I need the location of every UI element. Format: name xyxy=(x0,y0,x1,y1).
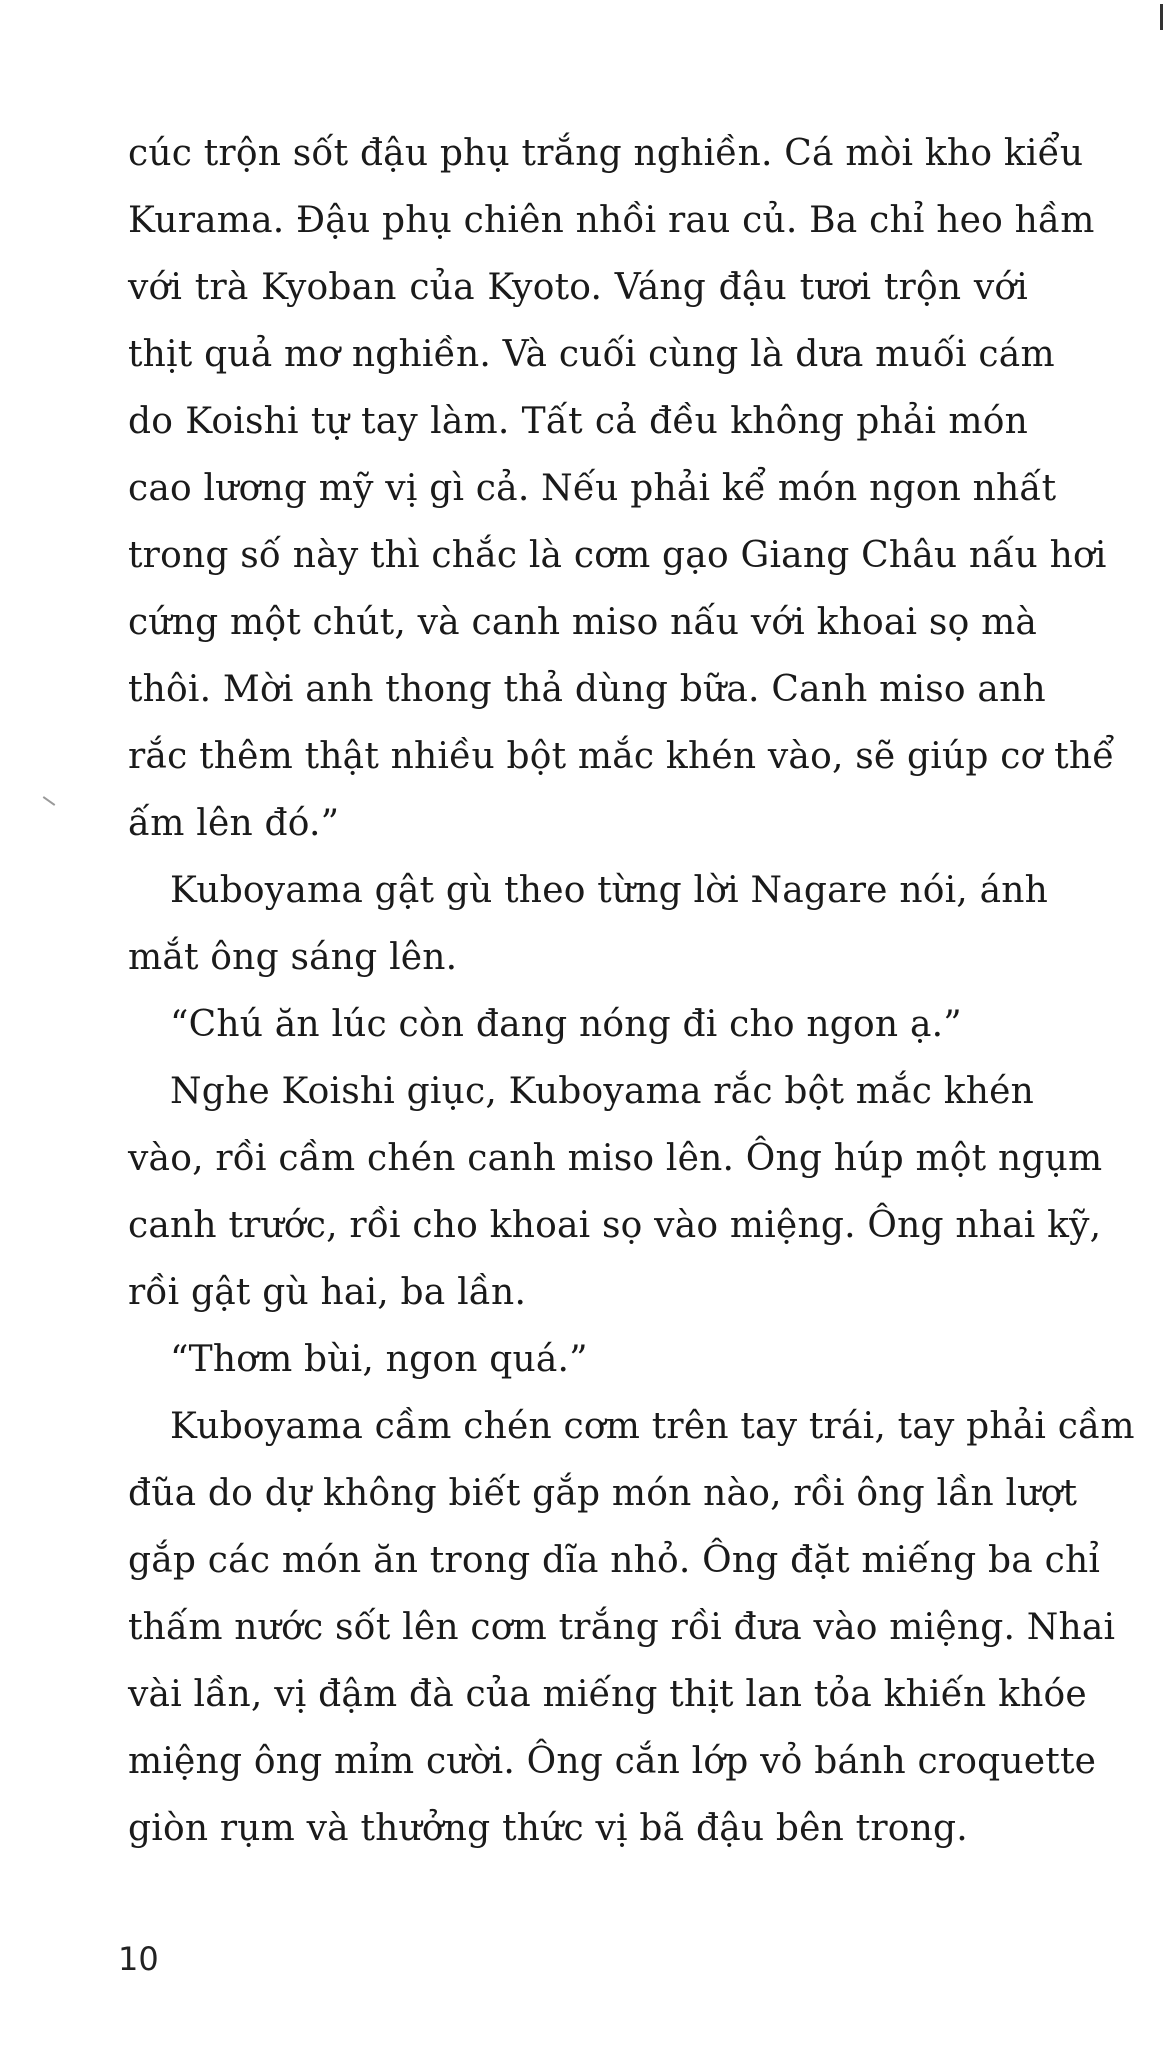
text-line: với trà Kyoban của Kyoto. Váng đậu tươi trộn với xyxy=(128,267,1028,308)
text-line: cao lương mỹ vị gì cả. Nếu phải kể món ngon nhất xyxy=(128,468,1057,509)
text-line: thịt quả mơ nghiền. Và cuối cùng là dưa muối cám xyxy=(128,334,1055,375)
paragraph-start-line: Nghe Koishi giục, Kuboyama rắc bột mắc khén xyxy=(170,1071,1035,1112)
text-line: giòn rụm và thưởng thức vị bã đậu bên trong. xyxy=(128,1808,968,1849)
text-line: đũa do dự không biết gắp món nào, rồi ông lần lượt xyxy=(128,1473,1078,1514)
dialogue-line: “Thơm bùi, ngon quá.” xyxy=(170,1339,588,1380)
text-line: mắt ông sáng lên. xyxy=(128,937,458,978)
text-line: do Koishi tự tay làm. Tất cả đều không phải món xyxy=(128,401,1028,442)
text-line: trong số này thì chắc là cơm gạo Giang Châu nấu hơi xyxy=(128,535,1107,576)
text-line: gắp các món ăn trong dĩa nhỏ. Ông đặt miếng ba chỉ xyxy=(128,1540,1101,1581)
text-line: thấm nước sốt lên cơm trắng rồi đưa vào miệng. Nhai xyxy=(128,1607,1116,1648)
text-line: cúc trộn sốt đậu phụ trắng nghiền. Cá mòi kho kiểu xyxy=(128,133,1084,174)
text-line: cứng một chút, và canh miso nấu với khoai sọ mà xyxy=(128,602,1038,643)
scan-mark xyxy=(43,796,56,806)
text-line: rắc thêm thật nhiều bột mắc khén vào, sẽ giúp cơ thể xyxy=(128,736,1115,777)
text-line: Kurama. Đậu phụ chiên nhồi rau củ. Ba chỉ heo hầm xyxy=(128,200,1095,241)
text-line: vào, rồi cầm chén canh miso lên. Ông húp một ngụm xyxy=(128,1138,1103,1179)
paragraph-start-line: Kuboyama cầm chén cơm trên tay trái, tay phải cầm xyxy=(170,1406,1135,1447)
text-line: miệng ông mỉm cười. Ông cắn lớp vỏ bánh croquette xyxy=(128,1741,1097,1782)
text-line: rồi gật gù hai, ba lần. xyxy=(128,1272,527,1313)
text-line: thôi. Mời anh thong thả dùng bữa. Canh miso anh xyxy=(128,669,1046,710)
text-line: vài lần, vị đậm đà của miếng thịt lan tỏa khiến khóe xyxy=(128,1674,1087,1715)
text-line: canh trước, rồi cho khoai sọ vào miệng. Ông nhai kỹ, xyxy=(128,1205,1102,1246)
page-number: 10 xyxy=(118,1940,159,1978)
dialogue-line: “Chú ăn lúc còn đang nóng đi cho ngon ạ.” xyxy=(170,1004,962,1045)
paragraph-start-line: Kuboyama gật gù theo từng lời Nagare nói, ánh xyxy=(170,870,1049,911)
text-line: ấm lên đó.” xyxy=(128,803,340,844)
